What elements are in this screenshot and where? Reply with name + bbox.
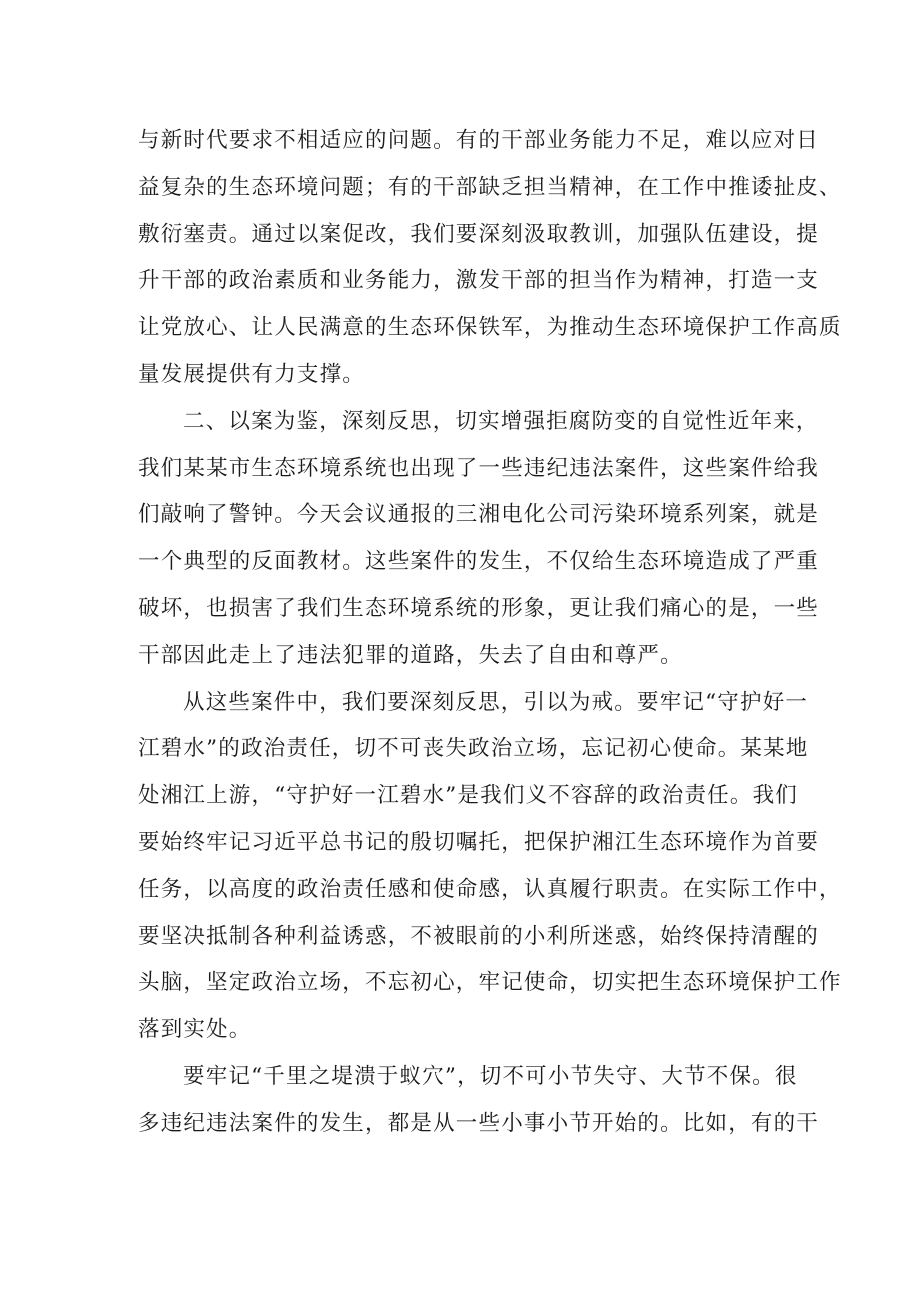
text-line: 落到实处。 xyxy=(138,1017,252,1043)
text-line: 要坚决抵制各种利益诱惑，不被眼前的小利所迷惑，始终保持清醒的 xyxy=(138,923,820,949)
text-line: 江碧水”的政治责任，切不可丧失政治立场，忘记初心使命。某某地 xyxy=(138,736,809,762)
text-line: 让党放心、让人民满意的生态环保铁军，为推动生态环境保护工作高质 xyxy=(138,315,842,341)
text-line: 处湘江上游，“守护好一江碧水”是我们义不容辞的政治责任。我们 xyxy=(138,783,798,809)
text-line: 要始终牢记习近平总书记的殷切嘱托，把保护湘江生态环境作为首要 xyxy=(138,829,820,855)
text-line: 多违纪违法案件的发生，都是从一些小事小节开始的。比如，有的干 xyxy=(138,1110,820,1136)
text-line: 与新时代要求不相适应的问题。有的干部业务能力不足，难以应对日 xyxy=(138,128,820,153)
text-line: 升干部的政治素质和业务能力，激发干部的担当作为精神，打造一支 xyxy=(138,268,820,294)
text-line: 破坏，也损害了我们生态环境系统的形象，更让我们痛心的是，一些 xyxy=(138,595,820,621)
section-heading-line: 二、以案为鉴，深刻反思，切实增强拒腐防变的自觉性近年来， xyxy=(183,408,819,434)
text-line: 头脑，坚定政治立场，不忘初心，牢记使命，切实把生态环境保护工作 xyxy=(138,970,842,996)
text-line: 干部因此走上了违法犯罪的道路，失去了自由和尊严。 xyxy=(138,642,683,668)
body-text xyxy=(138,118,842,1148)
text-line: 们敲响了警钟。今天会议通报的三湘电化公司污染环境系列案，就是 xyxy=(138,502,820,528)
text-line: 任务，以高度的政治责任感和使命感，认真履行职责。在实际工作中， xyxy=(138,876,842,902)
paragraph-start-line: 要牢记“千里之堤溃于蚁穴”，切不可小节失守、大节不保。很 xyxy=(183,1063,798,1089)
text-line: 敷衍塞责。通过以案促改，我们要深刻汲取教训，加强队伍建设，提 xyxy=(138,221,820,247)
text-line: 我们某某市生态环境系统也出现了一些违纪违法案件，这些案件给我 xyxy=(138,455,820,481)
text-line: 益复杂的生态环境问题；有的干部缺乏担当精神，在工作中推诿扯皮、 xyxy=(138,174,842,200)
text-line: 量发展提供有力支撑。 xyxy=(138,361,366,387)
text-line: 一个典型的反面教材。这些案件的发生，不仅给生态环境造成了严重 xyxy=(138,549,820,575)
paragraph-start-line: 从这些案件中，我们要深刻反思，引以为戒。要牢记“守护好一 xyxy=(183,689,809,715)
